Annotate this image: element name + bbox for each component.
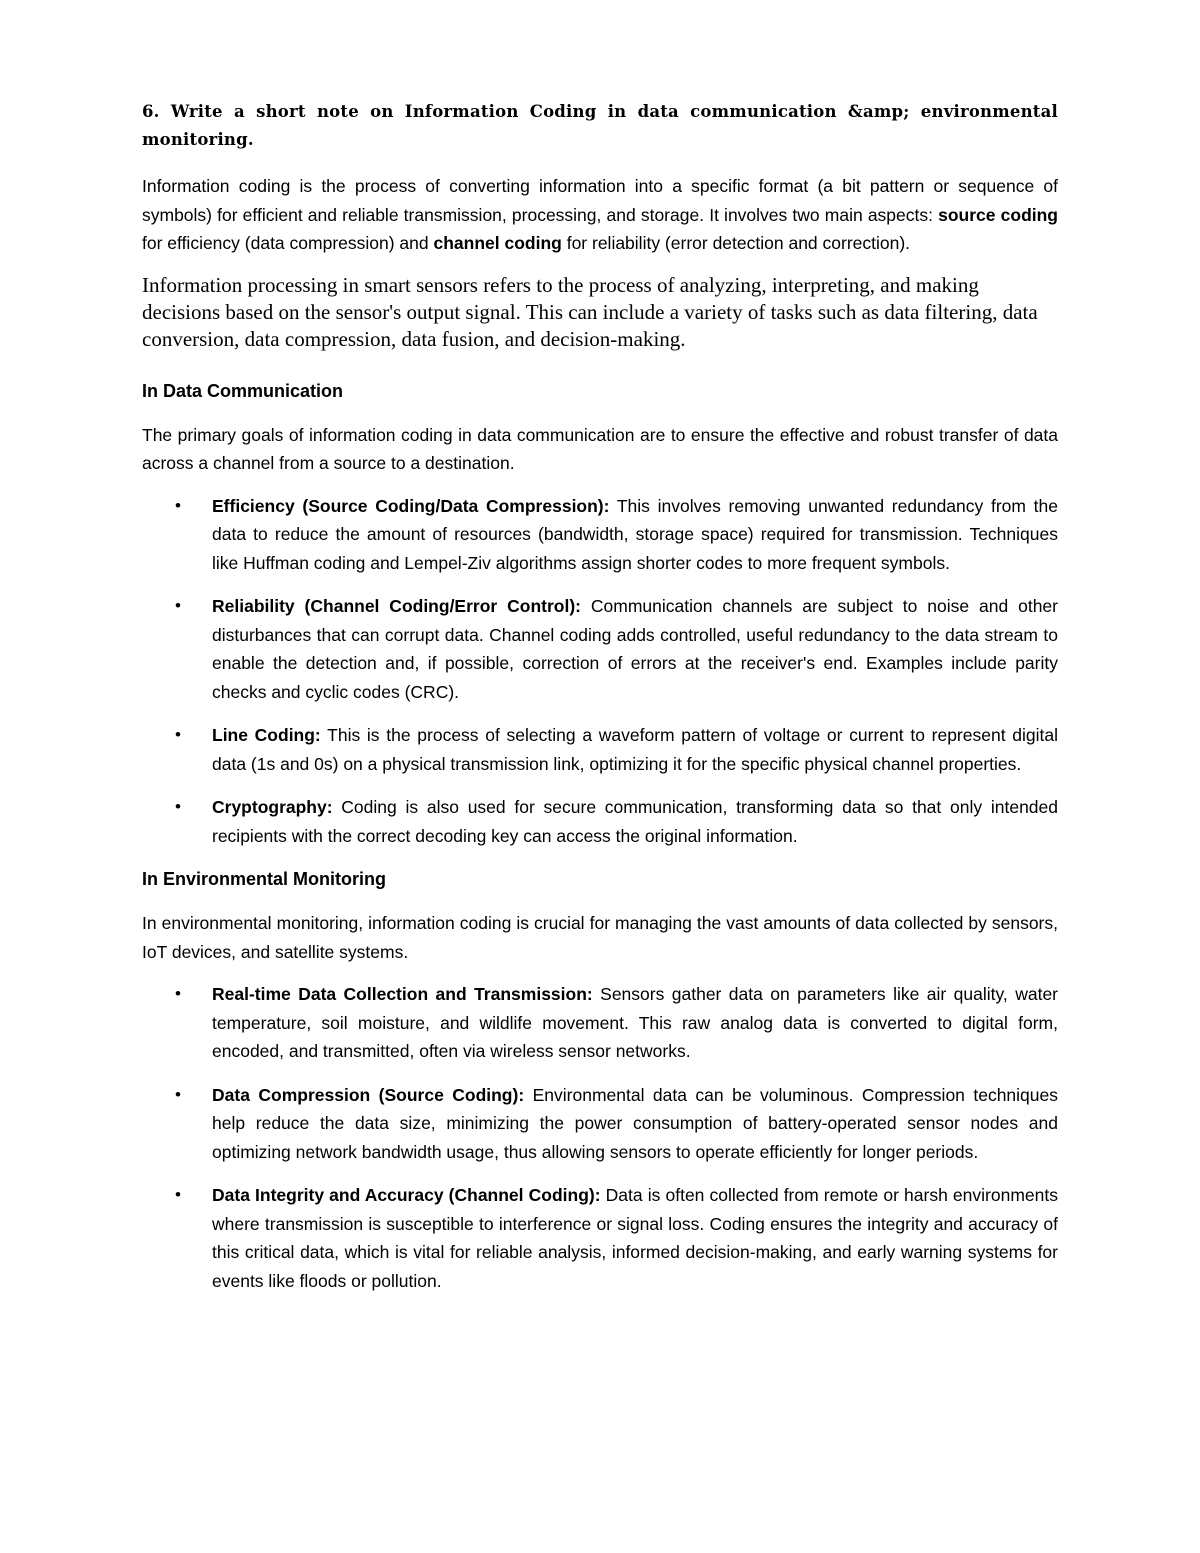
source-coding-term: source coding xyxy=(938,204,1058,225)
item-text: Communication channels are subject to noise and other disturbances that can corrupt data. Channel coding adds controlled, useful redundancy to the data stream to enable the detection and, if possible, correction of errors at the receiver's end. Examples include parity checks and cyclic codes (CRC). xyxy=(212,596,1058,702)
item-term: Data Compression (Source Coding): xyxy=(212,1084,525,1105)
list-item xyxy=(142,1081,1058,1167)
question-title: 6. Write a short note on Information Coding in data communication &amp; environmental monitoring. xyxy=(142,102,1058,149)
item-text: Coding is also used for secure communication, transforming data so that only intended recipients with the correct decoding key can access the original information. xyxy=(212,797,1058,846)
list-item xyxy=(142,1181,1058,1295)
item-term: Reliability (Channel Coding/Error Control): xyxy=(212,596,581,616)
environmental-monitoring-intro: In environmental monitoring, information coding is crucial for managing the vast amounts of data collected by sensors, IoT devices, and satellite systems. xyxy=(142,913,1058,962)
item-term: Line Coding: xyxy=(212,725,321,745)
environmental-monitoring-list xyxy=(142,980,1058,1295)
item-text: This is the process of selecting a waveform pattern of voltage or current to represent digital data (1s and 0s) on a physical transmission link, optimizing it for the specific physical channel properties. xyxy=(212,725,1058,774)
bullet-icon: • xyxy=(175,984,181,1003)
item-text: Sensors gather data on parameters like air quality, water temperature, soil moisture, and wildlife movement. This raw analog data is converted to digital form, encoded, and transmitted, often via wireless sensor networks. xyxy=(212,984,1059,1061)
bullet-icon: • xyxy=(175,797,181,816)
item-text: This involves removing unwanted redundancy from the data to reduce the amount of resources (bandwidth, storage space) required for transmission. Techniques like Huffman coding and Lempel-Ziv algorithms assign shorter codes to more frequent symbols. xyxy=(212,495,1058,573)
bullet-icon: • xyxy=(175,1084,181,1104)
intro-text-3: for reliability (error detection and correction). xyxy=(561,233,911,253)
bullet-icon: • xyxy=(175,495,181,515)
bullet-icon: • xyxy=(175,1185,181,1204)
list-item xyxy=(142,980,1058,1066)
intro-text-1: Information coding is the process of converting information into a specific format (a bit pattern or sequence of symbols) for efficient and reliable transmission, processing, and storage. It involves two main aspects: xyxy=(142,176,1058,225)
item-term: Efficiency (Source Coding/Data Compression): xyxy=(212,495,610,516)
intro-text-2: for efficiency (data compression) and xyxy=(142,233,434,253)
item-term: Data Integrity and Accuracy (Channel Coding): xyxy=(212,1185,601,1205)
intro-paragraph xyxy=(142,172,1058,258)
list-item xyxy=(142,492,1058,578)
list-item xyxy=(142,793,1058,850)
item-term: Real-time Data Collection and Transmission: xyxy=(212,984,593,1004)
channel-coding-term: channel coding xyxy=(433,233,562,253)
bullet-icon: • xyxy=(175,596,181,615)
processing-paragraph: Information processing in smart sensors refers to the process of analyzing, interpreting, and making decisions based on the sensor's output signal. This can include a variety of tasks such as data filtering, data conversion, data compression, data fusion, and decision-making. xyxy=(142,272,1038,351)
item-text: Environmental data can be voluminous. Compression techniques help reduce the data size, minimizing the power consumption of battery-operated sensor nodes and optimizing network bandwidth usage, thus allowing sensors to operate efficiently for longer periods. xyxy=(212,1084,1058,1162)
bullet-icon: • xyxy=(175,725,181,744)
data-communication-intro: The primary goals of information coding in data communication are to ensure the effective and robust transfer of data across a channel from a source to a destination. xyxy=(142,424,1058,473)
environmental-monitoring-heading: In Environmental Monitoring xyxy=(142,869,386,889)
data-communication-heading: In Data Communication xyxy=(142,380,344,401)
list-item xyxy=(142,721,1058,778)
item-term: Cryptography: xyxy=(212,797,333,817)
item-text: Data is often collected from remote or harsh environments where transmission is susceptible to interference or signal loss. Coding ensures the integrity and accuracy of this critical data, which is vital for reliable analysis, informed decision-making, and early warning systems for events like floods or pollution. xyxy=(212,1185,1058,1291)
data-communication-list xyxy=(142,492,1058,851)
list-item xyxy=(142,592,1058,706)
document-page xyxy=(142,98,1058,1310)
